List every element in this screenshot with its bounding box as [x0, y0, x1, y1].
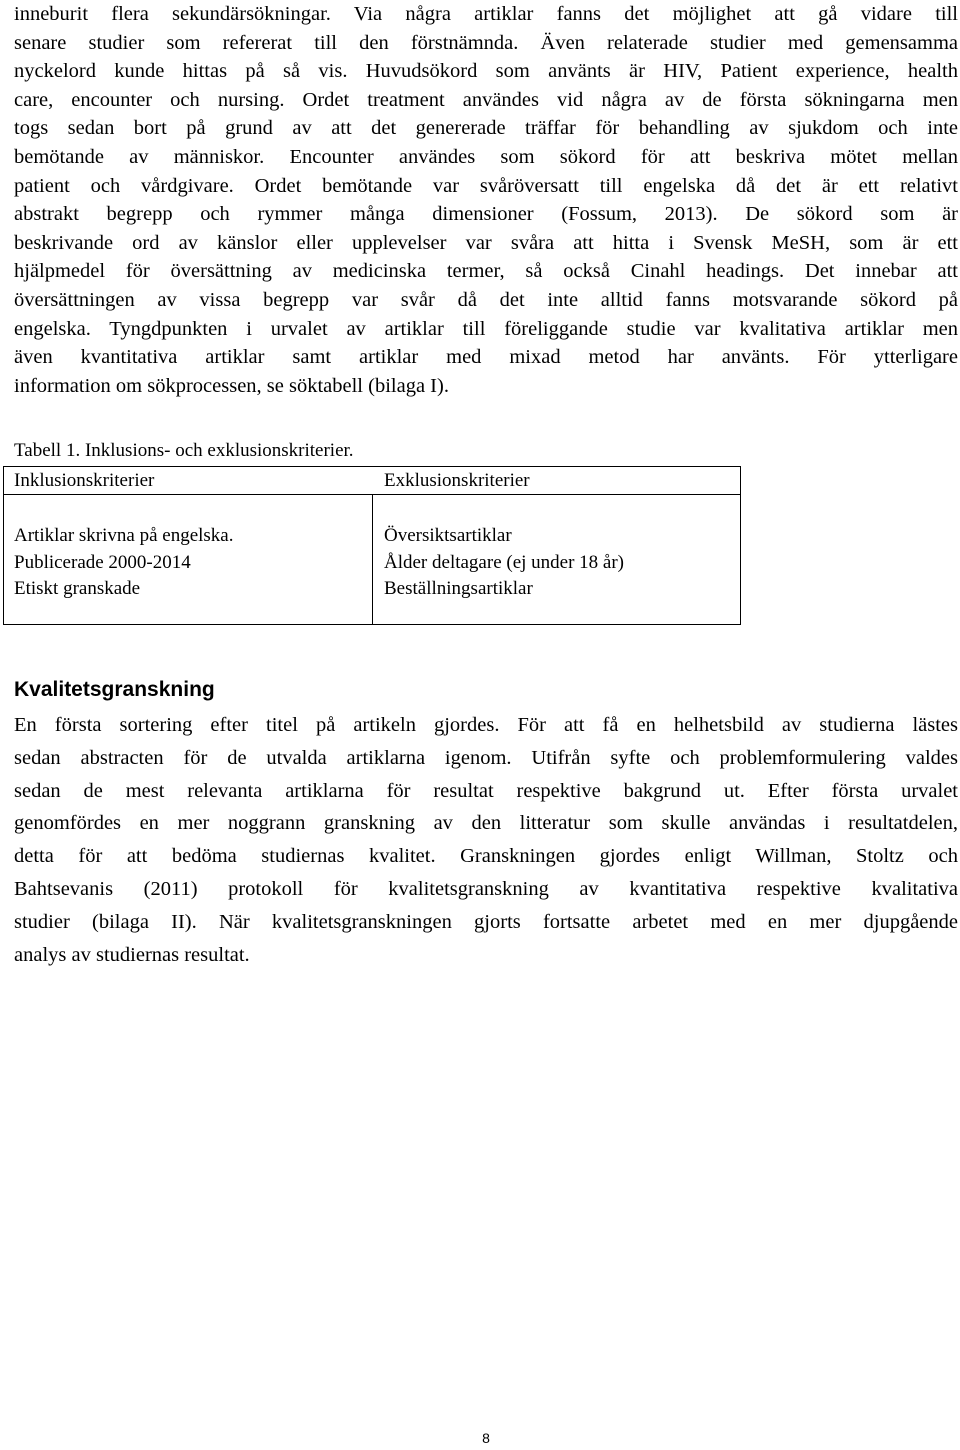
- text-line: hjälpmedel för översättning av medicinska termer, så också Cinahl headings. Det innebar att: [14, 260, 958, 283]
- text-line: togs sedan bort på grund av att det genererade träffar för behandling av sjukdom och inte: [14, 117, 958, 140]
- text-line: patient och vårdgivare. Ordet bemötande var svåröversatt till engelska då det är ett relativt: [14, 174, 958, 197]
- exclusion-list: [384, 523, 624, 603]
- text-line: översättningen av vissa begrepp var svår då det inte alltid fanns motsvarande sökord på: [14, 288, 958, 311]
- text-line: genomfördes en mer noggrann granskning av den litteratur som skulle användas i resultatdelen,: [14, 812, 958, 835]
- inclusion-item: Publicerade 2000-2014: [14, 551, 191, 573]
- inclusion-list: [14, 523, 233, 603]
- inclusion-item: Etiskt granskade: [14, 578, 141, 599]
- table-column-divider: [372, 494, 373, 624]
- criteria-table: [3, 466, 741, 625]
- text-line: abstrakt begrepp och rymmer många dimensioner (Fossum, 2013). De sökord som är: [14, 203, 958, 226]
- text-line: även kvantitativa artiklar samt artiklar med mixad metod har använts. För ytterligare: [14, 346, 958, 369]
- text-line: En första sortering efter titel på artikeln gjordes. För att få en helhetsbild av studierna lästes: [14, 714, 958, 736]
- text-line: sedan de mest relevanta artiklarna för resultat respektive bakgrund ut. Efter första urvalet: [14, 779, 958, 802]
- table-caption: Tabell 1. Inklusions- och exklusionskriterier.: [14, 440, 354, 461]
- page-number: 8: [482, 1430, 490, 1446]
- text-line: engelska. Tyngdpunkten i urvalet av artiklar till föreliggande studie var kvalitativa artiklar men: [14, 317, 958, 340]
- exclusion-item: Översiktsartiklar: [384, 525, 512, 546]
- text-line: studier (bilaga II). När kvalitetsgranskningen gjorts fortsatte arbetet med en mer djupgående: [14, 910, 958, 933]
- inclusion-item: Artiklar skrivna på engelska.: [14, 525, 234, 546]
- text-line: information om sökprocessen, se söktabell (bilaga I).: [14, 374, 449, 397]
- exclusion-header: Exklusionskriterier: [384, 470, 530, 491]
- exclusion-item: Ålder deltagare (ej under 18 år): [384, 551, 625, 573]
- text-line: detta för att bedöma studiernas kvalitet. Granskningen gjordes enligt Willman, Stoltz och: [14, 845, 958, 868]
- exclusion-item: Beställningsartiklar: [384, 578, 533, 599]
- intro-paragraph: [14, 0, 958, 400]
- text-line: bemötande av människor. Encounter användes som sökord för att beskriva mötet mellan: [14, 145, 958, 168]
- text-line: care, encounter och nursing. Ordet treatment användes vid några av de första sökningarna men: [14, 88, 958, 111]
- quality-paragraph: [14, 709, 958, 971]
- inclusion-header: Inklusionskriterier: [14, 470, 155, 491]
- section-heading: Kvalitetsgranskning: [14, 678, 215, 701]
- text-line: nyckelord kunde hittas på så vis. Huvudsökord som använts är HIV, Patient experience, health: [14, 60, 958, 83]
- text-line: analys av studiernas resultat.: [14, 943, 250, 966]
- text-line: senare studier som refererat till den förstnämnda. Även relaterade studier med gemensamma: [14, 31, 958, 54]
- text-line: sedan abstracten för de utvalda artiklarna igenom. Utifrån syfte och problemformulering valdes: [14, 746, 958, 769]
- text-line: inneburit flera sekundärsökningar. Via några artiklar fanns det möjlighet att gå vidare till: [14, 3, 958, 25]
- text-line: beskrivande ord av känslor eller upplevelser var svåra att hitta i Svensk MeSH, som är ett: [14, 231, 958, 254]
- text-line: Bahtsevanis (2011) protokoll för kvalitetsgranskning av kvantitativa respektive kvalitativa: [14, 877, 958, 900]
